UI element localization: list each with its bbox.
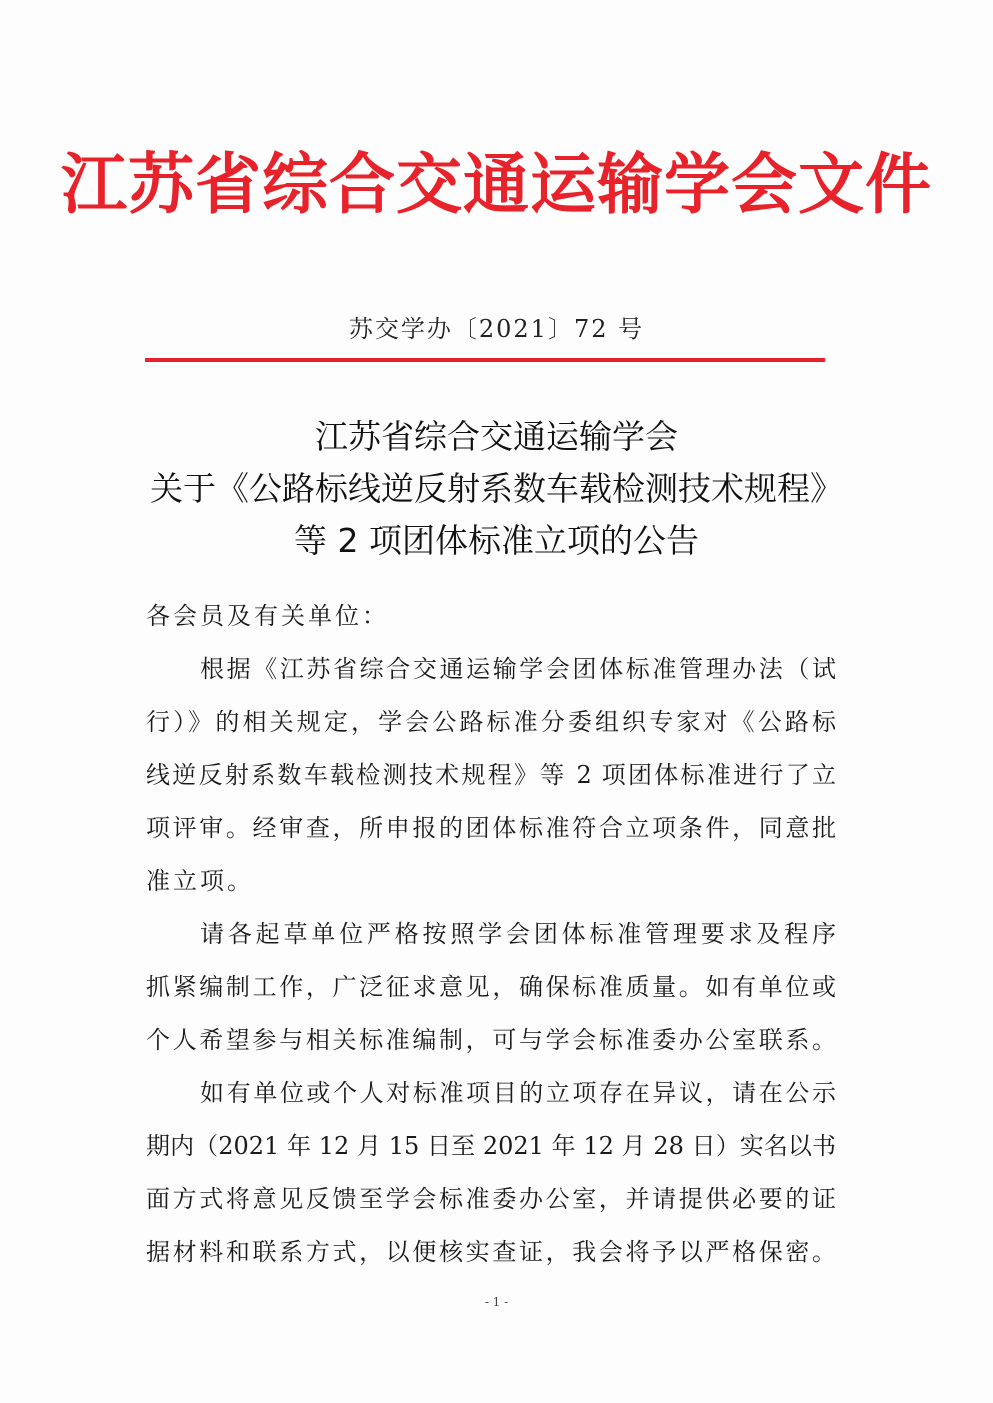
page-number: - 1 - xyxy=(484,1295,509,1309)
red-divider-rule xyxy=(145,358,825,362)
paragraph-2-line-3: 个人希望参与相关标准编制，可与学会标准委办公室联系。 xyxy=(146,1026,836,1054)
paragraph-1-line-4: 项评审。经审查，所申报的团体标准符合立项条件，同意批 xyxy=(146,814,836,842)
paragraph-1-line-2: 行）》的相关规定，学会公路标准分委组织专家对《公路标 xyxy=(146,708,836,736)
paragraph-1-line-1: 根据《江苏省综合交通运输学会团体标准管理办法（试 xyxy=(200,655,836,683)
paragraph-1-line-5: 准立项。 xyxy=(146,867,254,895)
salutation: 各会员及有关单位： xyxy=(146,602,389,630)
paragraph-3-line-1: 如有单位或个人对标准项目的立项存在异议，请在公示 xyxy=(200,1079,836,1107)
notice-title-line-2: 关于《公路标线逆反射系数车载检测技术规程》 xyxy=(150,469,843,508)
notice-title-line-1: 江苏省综合交通运输学会 xyxy=(315,417,678,456)
masthead-title: 江苏省综合交通运输学会文件 xyxy=(61,146,932,223)
paragraph-2-line-1: 请各起草单位严格按照学会团体标准管理要求及程序 xyxy=(200,920,836,948)
document-number: 苏交学办〔2021〕72 号 xyxy=(348,315,645,343)
paragraph-2-line-2: 抓紧编制工作，广泛征求意见，确保标准质量。如有单位或 xyxy=(146,973,836,1001)
paragraph-3-line-2: 期内（2021 年 12 月 15 日至 2021 年 12 月 28 日）实名以书 xyxy=(146,1132,836,1160)
paragraph-3-line-4: 据材料和联系方式，以便核实查证，我会将予以严格保密。 xyxy=(146,1238,836,1266)
paragraph-1-line-3: 线逆反射系数车载检测技术规程》等 2 项团体标准进行了立 xyxy=(146,761,836,789)
notice-title-line-3: 等 2 项团体标准立项的公告 xyxy=(294,521,699,560)
paragraph-3-line-3: 面方式将意见反馈至学会标准委办公室，并请提供必要的证 xyxy=(146,1185,836,1213)
